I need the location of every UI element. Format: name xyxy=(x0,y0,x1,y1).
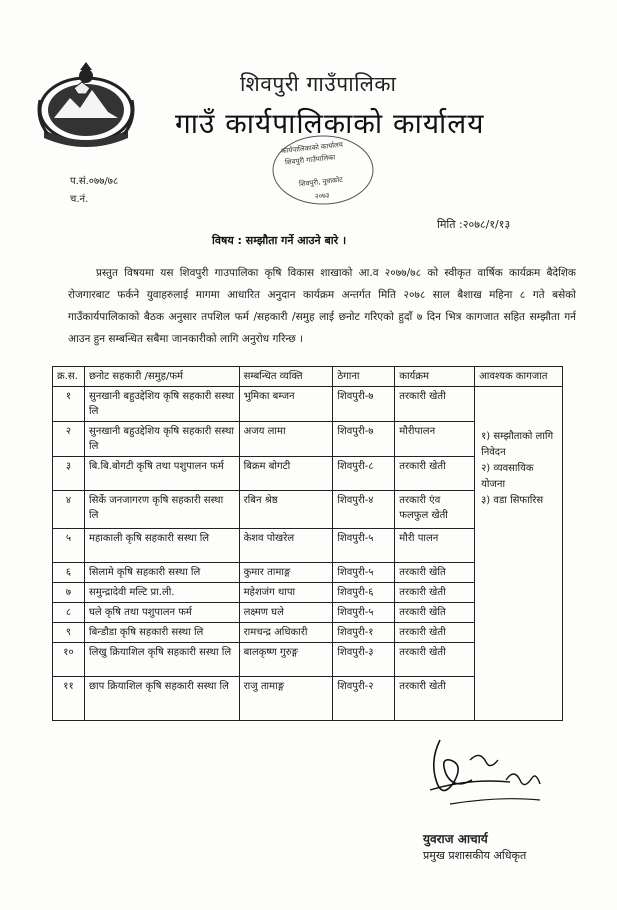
required-doc-item: ३) वडा सिफारिस xyxy=(481,495,544,506)
selection-table xyxy=(52,366,563,721)
org-cell: छाप क्रियाशिल कृषि सहकारी सस्था लि xyxy=(84,677,239,721)
office-name: गाउँ कार्यपालिकाको कार्यालय xyxy=(175,107,485,140)
org-cell: बि.बि.बोगटी कृषि तथा पशुपालन फर्म xyxy=(84,457,239,491)
letter-body xyxy=(68,262,576,350)
address-cell: शिवपुरी-४ xyxy=(333,491,395,529)
org-cell: सुनखानी बहुउद्देशिय कृषि सहकारी सस्था लि xyxy=(84,387,239,422)
address-cell: शिवपुरी-७ xyxy=(333,387,395,422)
person-cell: रबिन श्रेष्ठ xyxy=(239,491,333,529)
program-cell: तरकारी खेती xyxy=(395,677,475,721)
program-cell: तरकारी खेति xyxy=(395,603,475,623)
header-cell: क्र.स. xyxy=(53,367,85,387)
letter-date: मिति :२०७८/१/१३ xyxy=(437,218,511,231)
header-cell: कार्यक्रम xyxy=(395,367,475,387)
person-cell: कुमार तामाङ्ग xyxy=(239,563,333,583)
person-cell: रामचन्द्र अधिकारी xyxy=(239,623,333,643)
letter-body-text: प्रस्तुत विषयमा यस शिवपुरी गाउपालिका कृषि विकास शाखाको आ.व २०७७/७८ को स्वीकृत वार्षिक कार्यक्रम बैदेशिक रोजगारबाट फर्कने युवाहरुलाई मागमा आधारित अनुदान कार्यक्रम अन्तर्गत मिति २०७८ साल बैशाख महिना ८ गते बसेको गाउँकार्यपालिकाको बैठक अनुसार तपशिल फर्म /सहकारी /समुह लाई छनोट गरिएको हुदाँ ७ दिन भित्र कागजात सहित सम्झौता गर्न आउन हुन सम्बन्धित सबैमा जानकारीको लागि अनुरोध गरिन्छ । xyxy=(68,267,576,345)
header-cell: ठेगाना xyxy=(333,367,395,387)
address-cell: शिवपुरी-३ xyxy=(333,643,395,677)
serial-cell: १ xyxy=(53,387,85,422)
address-cell: शिवपुरी-६ xyxy=(333,583,395,603)
address-cell: शिवपुरी-७ xyxy=(333,422,395,457)
table-row xyxy=(53,387,563,422)
stamp-line: शिवपुरी, नुवाकोट xyxy=(298,175,344,189)
header-cell: सम्बन्धित व्यक्ति xyxy=(239,367,333,387)
stamp-line: कार्यपालिकाको कार्यालय xyxy=(280,140,344,156)
program-cell: तरकारी खेती xyxy=(395,387,475,422)
org-cell: सिलामे कृषि सहकारी सस्था लि xyxy=(84,563,239,583)
address-cell: शिवपुरी-८ xyxy=(333,457,395,491)
serial-cell: २ xyxy=(53,422,85,457)
address-cell: शिवपुरी-५ xyxy=(333,529,395,563)
serial-cell: ३ xyxy=(53,457,85,491)
person-cell: बिक्रम बोगटी xyxy=(239,457,333,491)
serial-cell: ७ xyxy=(53,583,85,603)
stamp-line: शिवपुरी गाउँपालिका xyxy=(284,153,336,167)
dispatch-number: च.नं. xyxy=(70,194,89,205)
org-cell: समुन्द्रादेवी मल्टि प्रा.ली. xyxy=(84,583,239,603)
header-cell: छनोट सहकारी /समुह/फर्म xyxy=(84,367,239,387)
header-cell: आवश्यक कागजात xyxy=(475,367,563,387)
program-cell: तरकारी खेती xyxy=(395,643,475,677)
required-doc-item: १) सम्झौताको लागि निवेदन xyxy=(481,431,554,458)
reference-number: प.सं.०७७/७८ xyxy=(70,176,119,187)
serial-cell: ११ xyxy=(53,677,85,721)
person-cell: भुमिका बम्जन xyxy=(239,387,333,422)
address-cell: शिवपुरी-५ xyxy=(333,603,395,623)
office-stamp xyxy=(263,132,383,212)
serial-cell: ६ xyxy=(53,563,85,583)
address-cell: शिवपुरी-२ xyxy=(333,677,395,721)
serial-cell: ५ xyxy=(53,529,85,563)
person-cell: केशव पोखरेल xyxy=(239,529,333,563)
program-cell: तरकारी खेति xyxy=(395,563,475,583)
nepal-emblem-logo xyxy=(30,60,142,150)
serial-cell: ४ xyxy=(53,491,85,529)
address-cell: शिवपुरी-५ xyxy=(333,563,395,583)
person-cell: बालकृष्ण गुरुङ्ग xyxy=(239,643,333,677)
program-cell: मौरी पालन xyxy=(395,529,475,563)
org-cell: सिर्के जनजागरण कृषि सहकारी सस्था लि xyxy=(84,491,239,529)
municipality-name: शिवपुरी गाउँपालिका xyxy=(240,72,397,96)
program-cell: तरकारी खेती xyxy=(395,623,475,643)
org-cell: बिन्डौडा कृषि सहकारी सस्था लि xyxy=(84,623,239,643)
required-doc-item: २) व्यवसायिक योजना xyxy=(481,463,534,490)
program-cell: तरकारी एंव फलफुल खेती xyxy=(395,491,475,529)
person-cell: महेशजंग थापा xyxy=(239,583,333,603)
person-cell: अजय लामा xyxy=(239,422,333,457)
required-docs-cell xyxy=(475,387,563,721)
stamp-line: २०७३ xyxy=(314,191,330,201)
program-cell: तरकारी खेती xyxy=(395,457,475,491)
org-cell: घले कृषि तथा पशुपालन फर्म xyxy=(84,603,239,623)
person-cell: लक्ष्मण घले xyxy=(239,603,333,623)
handwritten-signature xyxy=(410,720,560,820)
person-cell: राजु तामाङ्ग xyxy=(239,677,333,721)
signatory-designation: प्रमुख प्रशासकीय अधिकृत xyxy=(423,849,527,862)
org-cell: लिखु क्रियाशिल कृषि सहकारी सस्था लि xyxy=(84,643,239,677)
org-cell: सुनखानी बहुउद्देशिय कृषि सहकारी सस्था लि xyxy=(84,422,239,457)
serial-cell: ८ xyxy=(53,603,85,623)
address-cell: शिवपुरी-१ xyxy=(333,623,395,643)
program-cell: तरकारी खेती xyxy=(395,583,475,603)
org-cell: महाकाली कृषि सहकारी सस्था लि xyxy=(84,529,239,563)
table-header-row xyxy=(53,367,563,387)
serial-cell: ९ xyxy=(53,623,85,643)
serial-cell: १० xyxy=(53,643,85,677)
signatory-name: युवराज आचार्य xyxy=(423,832,488,846)
program-cell: मौरीपालन xyxy=(395,422,475,457)
letter-subject: विषय : सम्झौता गर्ने आउने बारे । xyxy=(212,234,347,247)
